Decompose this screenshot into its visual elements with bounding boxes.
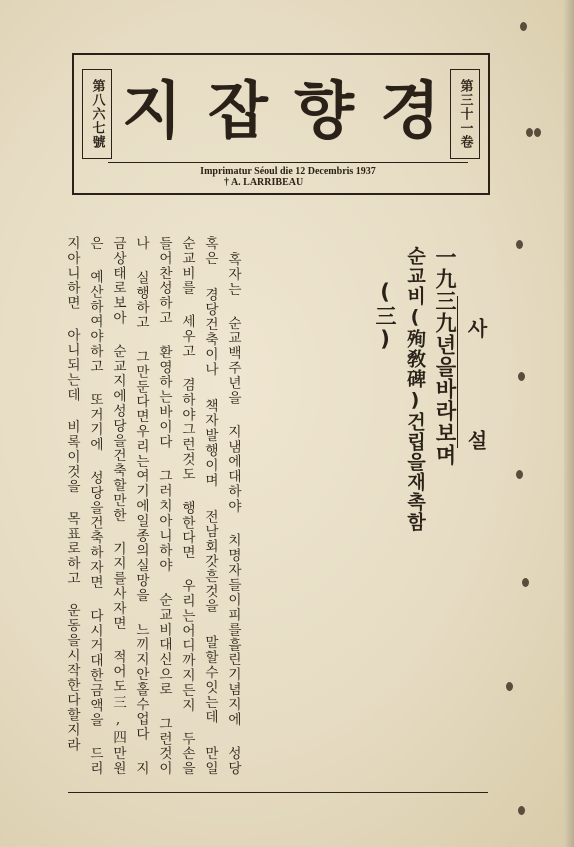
headline-subtitle: 순교비(殉敎碑)건립을재촉함 <box>404 246 426 532</box>
masthead <box>72 53 490 195</box>
punch-hole <box>516 240 523 249</box>
issue-number: 第八六七號 <box>89 79 105 149</box>
title-char: 향 <box>294 74 354 147</box>
imprimatur-line: Imprimatur Séoul die 12 Decembris 1937 <box>108 162 468 177</box>
punch-hole <box>522 578 529 587</box>
punch-hole <box>516 470 523 479</box>
punch-hole <box>526 128 533 137</box>
punch-hole <box>506 682 513 691</box>
magazine-title <box>122 63 440 159</box>
headline-title: 一九三九년을바라보며 <box>433 246 457 466</box>
volume-number: 第三十一卷 <box>457 79 473 149</box>
volume-number-box <box>450 69 480 159</box>
binding-edge <box>564 0 574 847</box>
article-body <box>60 236 244 776</box>
punch-hole <box>518 806 525 815</box>
punch-hole <box>518 372 525 381</box>
section-label: 사 설 <box>464 318 488 484</box>
issue-number-box <box>82 69 112 159</box>
punch-hole <box>534 128 541 137</box>
punch-hole <box>520 22 527 31</box>
bottom-divider <box>68 792 488 793</box>
imprimatur-signature: † A. LARRIBEAU <box>224 177 304 188</box>
part-number: (三) <box>373 280 397 352</box>
article-headline <box>370 246 460 706</box>
title-char: 잡 <box>208 74 268 147</box>
body-paragraph: 혹자는 순교백주년을 지냄에대하야 치명자들이피를흘린기념지에 성당혹은 경당건축이나 책자발행이며 전남회갓흔것을 말할수잇는데 만일 순교비를 세우고 겸하야그런것도 행한다면 우리는어디까지든지 두손을들어찬성하고 환영하는바이다 그러치아니하야 순교비대신으로 그런것이나 실행하고 그만둔다면우리는여기에일종의실망을 느끼지안홀수업다 지금상태로보아 순교지에성당을건축할만한 기지를사자면 적어도三,四만원은 예산하여야하고 또거기에 성당을건축하자면 다시거대한금액을 드리지아니하면 아니되는데 비록이것을 목표로하고 운동을시작한다할지라 <box>64 236 241 776</box>
title-char: 경 <box>380 74 440 147</box>
title-char: 지 <box>122 74 182 147</box>
